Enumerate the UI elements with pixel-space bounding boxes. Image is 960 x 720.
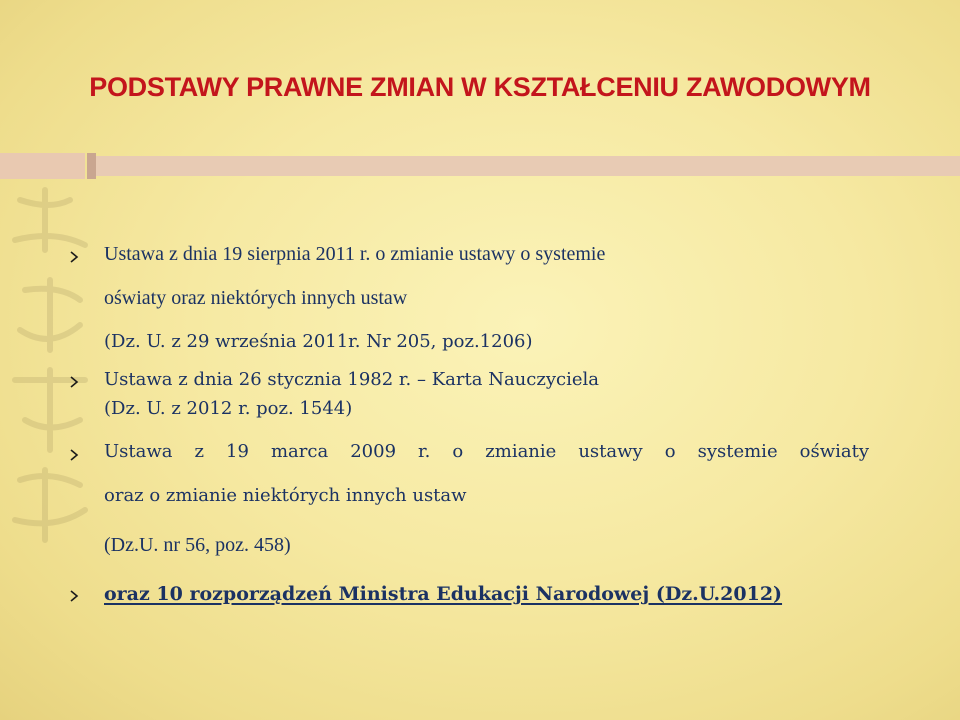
list-item-1-citation: (Dz. U. z 29 września 2011r. Nr 205, poz.1206): [104, 331, 533, 352]
list-item-3-citation: (Dz.U. nr 56, poz. 458): [104, 534, 291, 556]
list-item-3-line-1: Ustawa z 19 marca 2009 r. o zmianie ustawy o systemie oświaty: [104, 441, 869, 462]
slide-title: PODSTAWY PRAWNE ZMIAN W KSZTAŁCENIU ZAWODOWYM: [89, 72, 871, 102]
chevron-right-icon: [68, 376, 80, 388]
chevron-right-icon: [68, 449, 80, 461]
chevron-right-icon: [68, 590, 80, 602]
chevron-right-icon: [68, 251, 80, 263]
list-item-2-citation: (Dz. U. z 2012 r. poz. 1544): [104, 398, 353, 419]
list-item-3-line-2: oraz o zmianie niektórych innych ustaw: [104, 485, 467, 506]
list-item-2-line-1: Ustawa z dnia 26 stycznia 1982 r. – Karta Nauczyciela: [104, 369, 599, 390]
list-item-1-line-1: Ustawa z dnia 19 sierpnia 2011 r. o zmianie ustawy o systemie: [104, 243, 606, 265]
list-item-4-regulations: oraz 10 rozporządzeń Ministra Edukacji Narodowej (Dz.U.2012): [104, 583, 783, 605]
list-item-1-line-2: oświaty oraz niektórych innych ustaw: [104, 287, 408, 309]
